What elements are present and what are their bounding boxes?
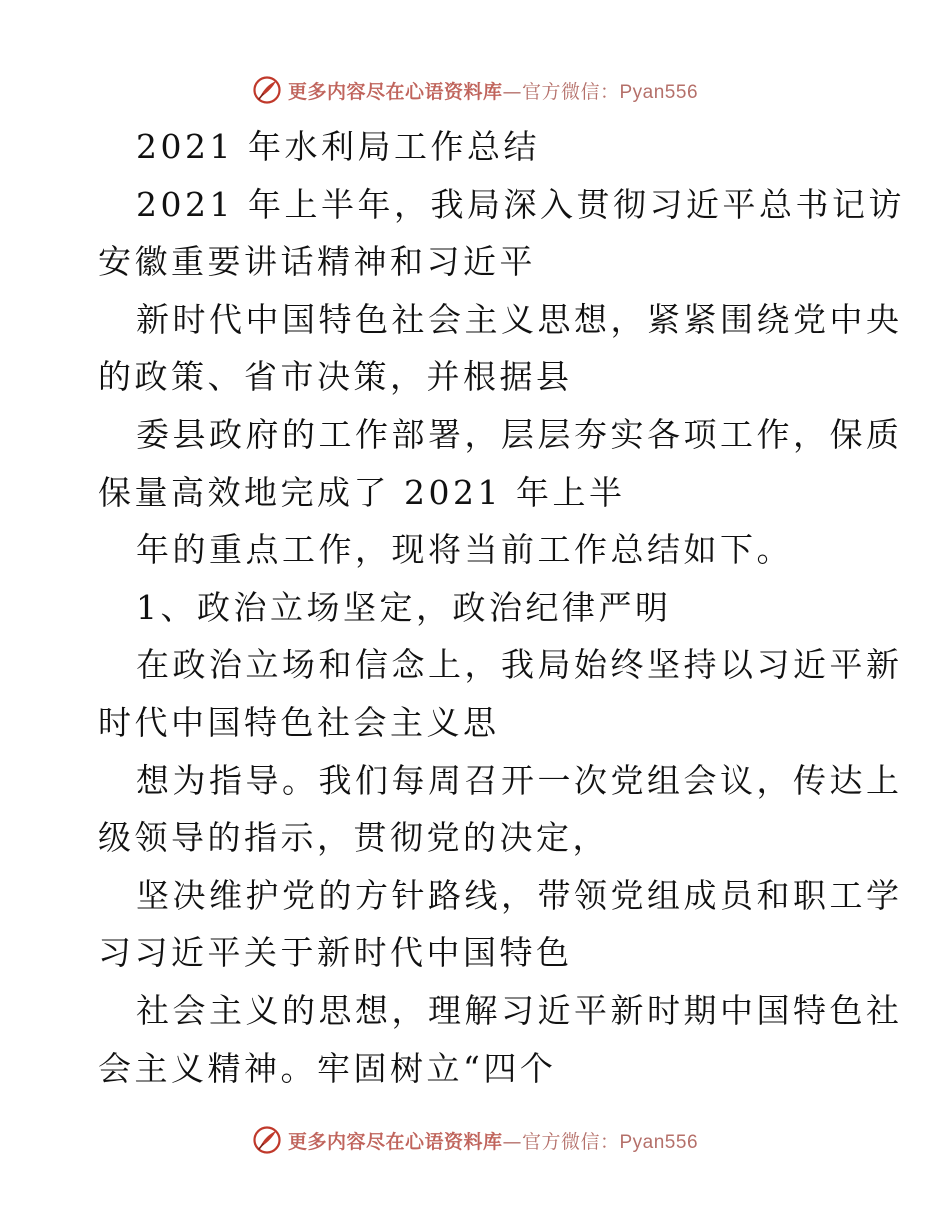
- document-line: 2021 年水利局工作总结: [136, 127, 540, 166]
- banner-text: [288, 1127, 698, 1154]
- quill-pen-logo-icon: [252, 75, 282, 105]
- banner-dash: —: [502, 1130, 522, 1153]
- document-line: 级领导的指示，贯彻党的决定，: [98, 818, 609, 858]
- banner-text: [288, 77, 698, 104]
- banner-lead: 更多内容尽在心语资料库: [287, 80, 503, 103]
- banner-wechat-id: Pyan556: [619, 81, 699, 103]
- document-line: 1、政治立场坚定，政治纪律严明: [136, 587, 672, 627]
- footer-banner: [0, 1120, 950, 1160]
- banner-wechat-id: Pyan556: [619, 1131, 699, 1153]
- document-body: [98, 118, 905, 1097]
- banner-dash: —: [502, 80, 522, 103]
- document-line: 社会主义的思想，理解习近平新时期中国特色社: [136, 990, 903, 1030]
- document-line: 想为指导。我们每周召开一次党组会议，传达上: [136, 760, 903, 800]
- document-line: 委县政府的工作部署，层层夯实各项工作，保质: [136, 414, 903, 454]
- document-line: 坚决维护党的方针路线，带领党组成员和职工学: [136, 875, 903, 915]
- document-line: 习习近平关于新时代中国特色: [98, 933, 573, 973]
- banner-tail: 官方微信：: [521, 1130, 620, 1153]
- document-line: 在政治立场和信念上，我局始终坚持以习近平新: [136, 645, 903, 685]
- banner-tail: 官方微信：: [521, 80, 620, 103]
- document-line: 安徽重要讲话精神和习近平: [98, 242, 536, 282]
- document-line: 会主义精神。牢固树立“四个: [98, 1048, 557, 1088]
- banner-lead: 更多内容尽在心语资料库: [287, 1130, 503, 1153]
- document-line: 保量高效地完成了 2021 年上半: [98, 472, 626, 512]
- document-line: 时代中国特色社会主义思: [98, 702, 500, 742]
- quill-pen-logo-icon: [252, 1125, 282, 1155]
- document-line: 的政策、省市决策，并根据县: [98, 357, 573, 397]
- document-line: 2021 年上半年，我局深入贯彻习近平总书记访: [136, 184, 905, 224]
- document-line: 新时代中国特色社会主义思想，紧紧围绕党中央: [136, 299, 903, 339]
- header-banner: [0, 70, 950, 110]
- document-line: 年的重点工作，现将当前工作总结如下。: [136, 530, 793, 570]
